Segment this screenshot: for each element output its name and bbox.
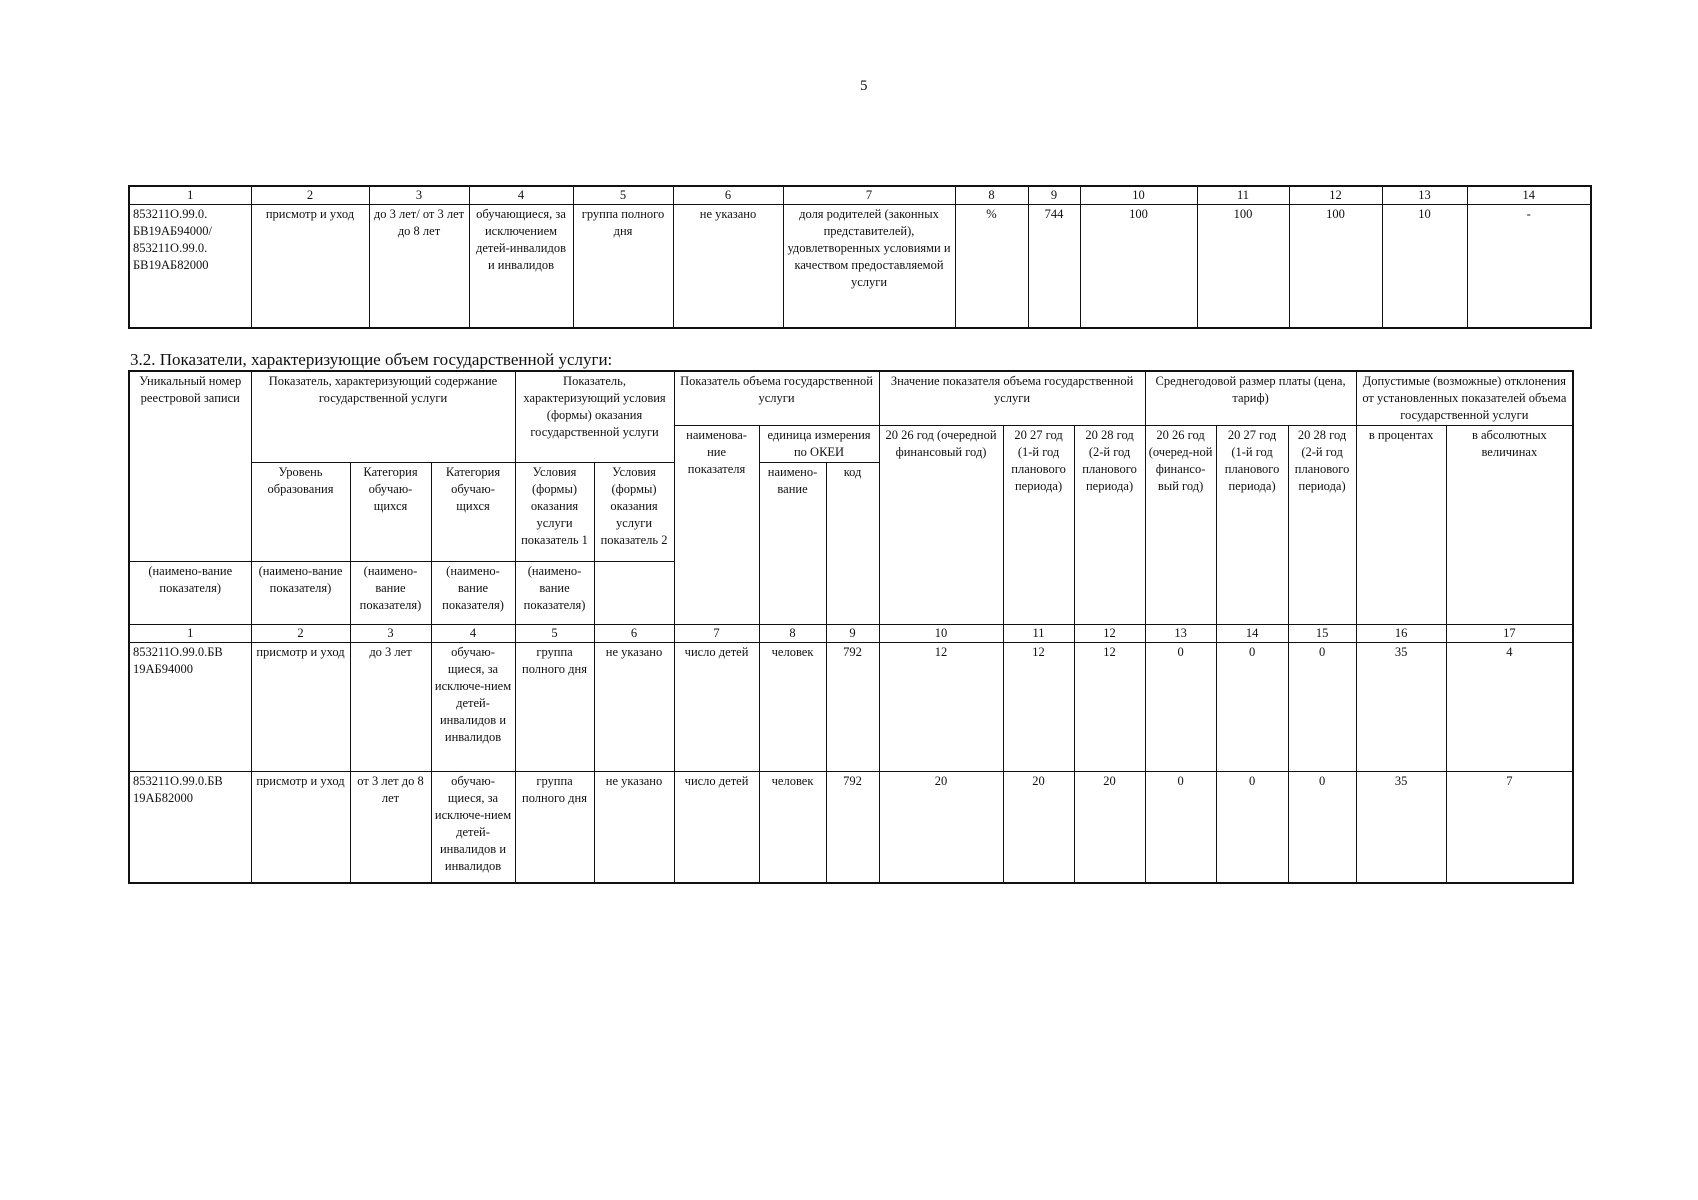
volume-col-num-17: 17 [1446, 625, 1573, 643]
header-fee: Среднегодовой размер платы (цена, тариф) [1145, 371, 1356, 426]
volume-col-num-6: 6 [594, 625, 674, 643]
quality-cell-3: до 3 лет/ от 3 лет до 8 лет [369, 205, 469, 329]
volume-cell-r2-12: 20 [1074, 772, 1145, 884]
header-fee-2028: 20 28 год (2-й год планового периода) [1288, 426, 1356, 625]
quality-cell-13: 10 [1382, 205, 1467, 329]
header-value-2027: 20 27 год (1-й год планового периода) [1003, 426, 1074, 625]
header-value-2026: 20 26 год (очередной финансовый год) [879, 426, 1003, 625]
quality-col-num-6: 6 [673, 186, 783, 205]
volume-col-num-13: 13 [1145, 625, 1216, 643]
volume-col-num-1: 1 [129, 625, 251, 643]
quality-cell-10: 100 [1080, 205, 1197, 329]
volume-cell-r2-9: 792 [826, 772, 879, 884]
volume-cell-r1-17: 4 [1446, 643, 1573, 772]
volume-cell-r2-14: 0 [1216, 772, 1288, 884]
volume-cell-r1-16: 35 [1356, 643, 1446, 772]
header-unique-number: Уникальный номер реестровой записи [129, 371, 251, 562]
volume-cell-r2-6: не указано [594, 772, 674, 884]
quality-col-num-9: 9 [1028, 186, 1080, 205]
volume-cell-r2-3: от 3 лет до 8 лет [350, 772, 431, 884]
volume-cell-r1-1: 853211О.99.0.БВ 19АБ94000 [129, 643, 251, 772]
header-value: Значение показателя объема государственной услуги [879, 371, 1145, 426]
header-fee-2026: 20 26 год (очеред-ной финансо-вый год) [1145, 426, 1216, 625]
volume-cell-r2-15: 0 [1288, 772, 1356, 884]
quality-cell-12: 100 [1289, 205, 1382, 329]
page-number: 5 [860, 78, 868, 94]
quality-cell-4: обучающиеся, за исключением детей-инвалидов и инвалидов [469, 205, 573, 329]
quality-cell-9: 744 [1028, 205, 1080, 329]
header-sub-2: (наимено-вание показателя) [129, 562, 251, 625]
quality-col-num-1: 1 [129, 186, 251, 205]
volume-cell-r1-8: человек [759, 643, 826, 772]
header-conditions: Показатель, характеризующий условия (формы) оказания государственной услуги [515, 371, 674, 463]
header-deviation: Допустимые (возможные) отклонения от установленных показателей объема государственной услуги [1356, 371, 1573, 426]
quality-col-num-11: 11 [1197, 186, 1289, 205]
volume-cell-r1-4: обучаю-щиеся, за исключе-нием детей-инвалидов и инвалидов [431, 643, 515, 772]
volume-cell-r2-4: обучаю-щиеся, за исключе-нием детей-инвалидов и инвалидов [431, 772, 515, 884]
volume-cell-r2-16: 35 [1356, 772, 1446, 884]
volume-indicators-table [128, 370, 1574, 884]
header-sub-3: (наимено-вание показателя) [251, 562, 350, 625]
volume-col-num-4: 4 [431, 625, 515, 643]
volume-cell-r1-6: не указано [594, 643, 674, 772]
volume-cell-r1-5: группа полного дня [515, 643, 594, 772]
quality-col-num-7: 7 [783, 186, 955, 205]
volume-cell-r1-11: 12 [1003, 643, 1074, 772]
volume-col-num-15: 15 [1288, 625, 1356, 643]
volume-cell-r1-3: до 3 лет [350, 643, 431, 772]
quality-col-num-13: 13 [1382, 186, 1467, 205]
header-unit-code: код [826, 463, 879, 625]
header-indicator-name: наименова-ние показателя [674, 426, 759, 625]
header-unit: единица измерения по ОКЕИ [759, 426, 879, 463]
header-condition-1: Условия (формы) оказания услуги показатель 1 [515, 463, 594, 562]
quality-cell-8: % [955, 205, 1028, 329]
volume-cell-r1-10: 12 [879, 643, 1003, 772]
volume-cell-r2-17: 7 [1446, 772, 1573, 884]
section-title: 3.2. Показатели, характеризующие объем государственной услуги: [130, 350, 613, 369]
header-sub-4: (наимено-вание показателя) [350, 562, 431, 625]
quality-col-num-2: 2 [251, 186, 369, 205]
header-level: Уровень образования [251, 463, 350, 562]
quality-cell-6: не указано [673, 205, 783, 329]
quality-col-num-4: 4 [469, 186, 573, 205]
volume-col-num-10: 10 [879, 625, 1003, 643]
header-content: Показатель, характеризующий содержание государственной услуги [251, 371, 515, 463]
volume-cell-r2-10: 20 [879, 772, 1003, 884]
volume-cell-r2-2: присмотр и уход [251, 772, 350, 884]
volume-cell-r1-2: присмотр и уход [251, 643, 350, 772]
quality-col-num-5: 5 [573, 186, 673, 205]
header-category-2: Категория обучаю-щихся [431, 463, 515, 562]
volume-col-num-9: 9 [826, 625, 879, 643]
volume-cell-r2-8: человек [759, 772, 826, 884]
header-condition-2: Условия (формы) оказания услуги показатель 2 [594, 463, 674, 562]
header-volume: Показатель объема государственной услуги [674, 371, 879, 426]
header-absolute: в абсолютных величинах [1446, 426, 1573, 625]
header-category-1: Категория обучаю-щихся [350, 463, 431, 562]
quality-col-num-8: 8 [955, 186, 1028, 205]
volume-cell-r2-1: 853211О.99.0.БВ 19АБ82000 [129, 772, 251, 884]
volume-cell-r2-5: группа полного дня [515, 772, 594, 884]
header-value-2028: 20 28 год (2-й год планового периода) [1074, 426, 1145, 625]
volume-cell-r1-12: 12 [1074, 643, 1145, 772]
volume-col-num-3: 3 [350, 625, 431, 643]
volume-col-num-7: 7 [674, 625, 759, 643]
quality-cell-7: доля родителей (законных представителей), удовлетворенных условиями и качеством предоставляемой услуги [783, 205, 955, 329]
header-fee-2027: 20 27 год (1-й год планового периода) [1216, 426, 1288, 625]
volume-col-num-16: 16 [1356, 625, 1446, 643]
quality-col-num-12: 12 [1289, 186, 1382, 205]
volume-col-num-11: 11 [1003, 625, 1074, 643]
volume-cell-r1-14: 0 [1216, 643, 1288, 772]
volume-col-num-5: 5 [515, 625, 594, 643]
volume-cell-r2-13: 0 [1145, 772, 1216, 884]
quality-col-num-3: 3 [369, 186, 469, 205]
quality-col-num-10: 10 [1080, 186, 1197, 205]
volume-col-num-14: 14 [1216, 625, 1288, 643]
quality-cell-5: группа полного дня [573, 205, 673, 329]
quality-indicators-table [128, 185, 1592, 329]
volume-col-num-2: 2 [251, 625, 350, 643]
volume-col-num-12: 12 [1074, 625, 1145, 643]
volume-cell-r1-9: 792 [826, 643, 879, 772]
quality-cell-2: присмотр и уход [251, 205, 369, 329]
header-unit-name: наимено-вание [759, 463, 826, 625]
header-sub-5: (наимено-вание показателя) [431, 562, 515, 625]
volume-cell-r1-13: 0 [1145, 643, 1216, 772]
volume-cell-r2-7: число детей [674, 772, 759, 884]
volume-col-num-8: 8 [759, 625, 826, 643]
quality-cell-14: - [1467, 205, 1591, 329]
quality-cell-1: 853211О.99.0. БВ19АБ94000/ 853211О.99.0. БВ19АБ82000 [129, 205, 251, 329]
header-percent: в процентах [1356, 426, 1446, 625]
volume-cell-r1-7: число детей [674, 643, 759, 772]
quality-cell-11: 100 [1197, 205, 1289, 329]
header-sub-6: (наимено-вание показателя) [515, 562, 594, 625]
volume-cell-r2-11: 20 [1003, 772, 1074, 884]
quality-col-num-14: 14 [1467, 186, 1591, 205]
volume-cell-r1-15: 0 [1288, 643, 1356, 772]
